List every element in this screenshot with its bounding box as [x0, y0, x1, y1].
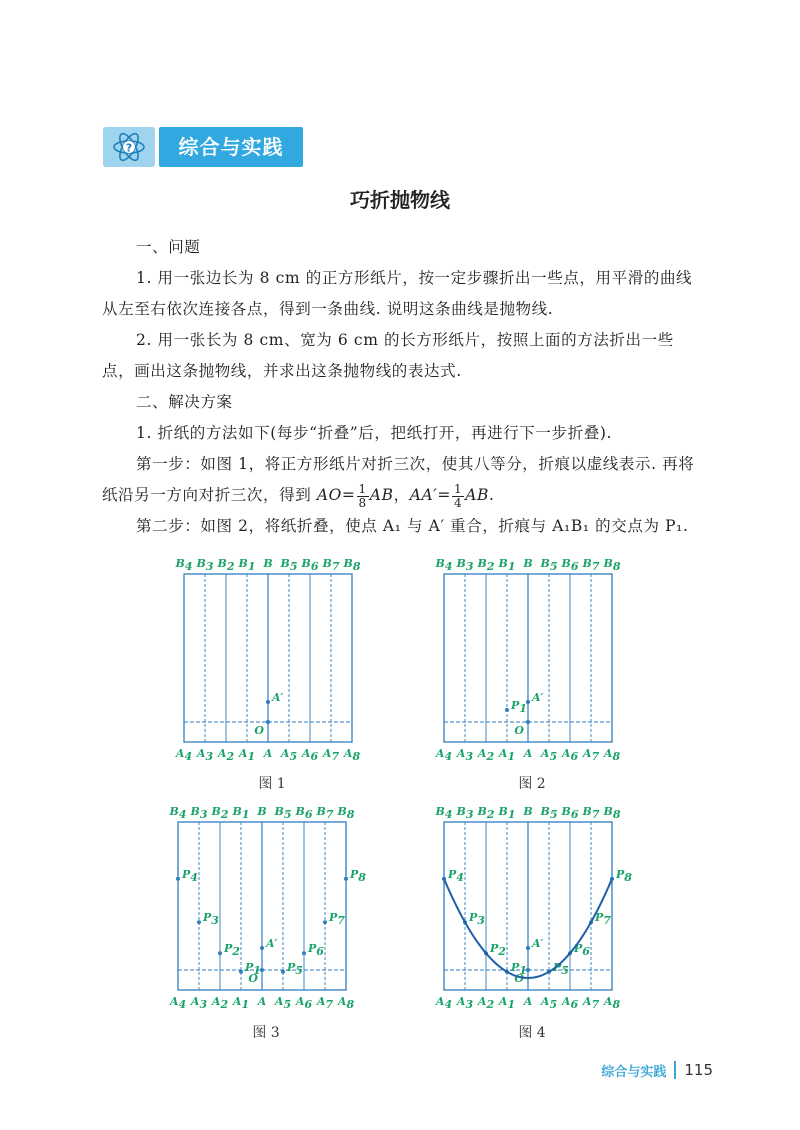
label-top-B6-sub: 6: [304, 808, 313, 821]
label-top-B7: B7: [322, 557, 340, 573]
label-top-B7-sub: 7: [331, 560, 340, 573]
point-p1: [239, 970, 243, 974]
label-bottom-A1: A1: [498, 747, 516, 763]
label-top-B7: B7: [316, 805, 334, 821]
label-top-B1-sub: 1: [507, 560, 516, 573]
label-bottom-A7: A7: [582, 995, 600, 1011]
label-top-B3: B3: [456, 805, 474, 821]
label-p6-sub: 6: [316, 945, 324, 959]
section1-heading: 一、问题: [136, 238, 201, 256]
label-p7-sub: 7: [337, 914, 345, 928]
footer-section: 综合与实践: [601, 1064, 667, 1080]
label-p1: P1: [245, 960, 261, 977]
label-top-B: B: [263, 557, 273, 570]
label-top-B2: B2: [477, 557, 495, 573]
label-bottom-A2-sub: 2: [486, 998, 495, 1011]
label-o: O: [248, 972, 258, 985]
label-bottom-A1-sub: 1: [241, 998, 250, 1011]
label-bottom-A8-sub: 8: [346, 998, 355, 1011]
problem-1: 1. 用一张边长为 8 cm 的正方形纸片，按一定步骤折出一些点，用平滑的曲线从左至右依次连接各点，得到一条曲线. 说明这条曲线是抛物线.: [102, 269, 693, 318]
label-p7-sub: 7: [603, 914, 611, 928]
caption-fig-2: 图 2: [518, 776, 546, 792]
label-bottom-A6-sub: 6: [570, 750, 579, 763]
label-p6-sub: 6: [582, 945, 590, 959]
label-bottom-A8: A8: [603, 995, 621, 1011]
label-top-B1-sub: 1: [241, 808, 250, 821]
point-p2: [218, 951, 222, 955]
label-bottom-A2: A2: [217, 747, 235, 763]
label-o: O: [254, 724, 264, 737]
label-p2: P2: [490, 942, 506, 959]
label-bottom-A7: A7: [322, 747, 340, 763]
figure-3: [166, 800, 366, 1018]
label-top-B8: B8: [603, 557, 621, 573]
label-bottom-A1-sub: 1: [247, 750, 256, 763]
label-bottom-A1-sub: 1: [507, 750, 516, 763]
label-bottom-A3: A3: [196, 747, 214, 763]
step-2: 第二步：如图 2，将纸折叠，使点 A₁ 与 A′ 重合，折痕与 A₁B₁ 的交点为 P₁.: [136, 517, 689, 535]
label-bottom-A2: A2: [477, 747, 495, 763]
eq-ao: AO=: [316, 486, 356, 504]
label-o: O: [514, 972, 524, 985]
label-bottom-A8: A8: [343, 747, 361, 763]
label-top-B5-sub: 5: [549, 560, 558, 573]
label-p2-sub: 2: [498, 945, 506, 959]
label-a-prime: A′: [272, 691, 284, 704]
label-top-B4-sub: 4: [444, 808, 453, 821]
step-1: [102, 449, 702, 511]
label-bottom-A8-sub: 8: [612, 750, 621, 763]
label-p6: P6: [574, 942, 590, 959]
label-bottom-A3-sub: 3: [465, 750, 474, 763]
label-top-B3-sub: 3: [199, 808, 208, 821]
label-top-B1-sub: 1: [247, 560, 256, 573]
eq-ab-1: AB: [369, 486, 394, 504]
body-text: [102, 232, 702, 542]
label-p3-sub: 3: [477, 914, 485, 928]
label-bottom-A3: A3: [456, 995, 474, 1011]
figure-1: [172, 552, 372, 770]
label-bottom-A3-sub: 3: [199, 998, 208, 1011]
label-top-B1-sub: 1: [507, 808, 516, 821]
label-top-B7-sub: 7: [591, 560, 600, 573]
label-top-B3-sub: 3: [465, 560, 474, 573]
label-p1: P1: [511, 960, 527, 977]
label-bottom-A2: A2: [211, 995, 229, 1011]
label-bottom-A6-sub: 6: [304, 998, 313, 1011]
label-bottom-A5: A5: [540, 747, 558, 763]
label-bottom-A6: A6: [295, 995, 313, 1011]
point-a-prime: [266, 700, 270, 704]
label-top-B8: B8: [337, 805, 355, 821]
atom-question-icon: [103, 127, 155, 167]
label-top-B: B: [257, 805, 267, 818]
caption-fig-3: 图 3: [252, 1025, 280, 1041]
point-p8: [344, 877, 348, 881]
label-bottom-A3: A3: [456, 747, 474, 763]
label-bottom-A7-sub: 7: [591, 750, 600, 763]
label-top-B2-sub: 2: [220, 808, 229, 821]
label-p8: P8: [350, 867, 366, 884]
label-top-B2-sub: 2: [226, 560, 235, 573]
label-top-B6-sub: 6: [570, 808, 579, 821]
label-top-B: B: [523, 557, 533, 570]
label-bottom-A3-sub: 3: [465, 998, 474, 1011]
label-p5-sub: 5: [295, 963, 303, 977]
label-bottom-A6: A6: [561, 995, 579, 1011]
label-bottom-A5-sub: 5: [549, 998, 558, 1011]
label-bottom-A5-sub: 5: [289, 750, 298, 763]
page-number: 115: [684, 1061, 713, 1079]
eq-ab-2: AB: [465, 486, 490, 504]
point-p7: [323, 920, 327, 924]
point-a-prime: [526, 946, 530, 950]
label-bottom-A8-sub: 8: [352, 750, 361, 763]
label-p4-sub: 4: [456, 870, 464, 884]
label-p1-sub: 1: [519, 963, 527, 977]
point-p4: [176, 877, 180, 881]
label-top-B5: B5: [540, 557, 558, 573]
page-title: 巧折抛物线: [350, 188, 450, 212]
label-top-B2: B2: [211, 805, 229, 821]
label-top-B6: B6: [561, 805, 579, 821]
label-top-B3: B3: [456, 557, 474, 573]
label-top-B2: B2: [477, 805, 495, 821]
label-bottom-A3: A3: [190, 995, 208, 1011]
label-top-B1: B1: [238, 557, 256, 573]
label-top-B3: B3: [196, 557, 214, 573]
label-top-B8-sub: 8: [346, 808, 355, 821]
label-bottom-A2: A2: [477, 995, 495, 1011]
label-top-B5-sub: 5: [549, 808, 558, 821]
label-p3-sub: 3: [211, 914, 219, 928]
label-p6: P6: [308, 942, 324, 959]
label-bottom-A5: A5: [540, 995, 558, 1011]
section-banner: [103, 127, 303, 167]
label-top-B4: B4: [435, 557, 453, 573]
label-p4: P4: [448, 867, 464, 884]
label-top-B3-sub: 3: [465, 808, 474, 821]
label-bottom-A4-sub: 4: [184, 750, 193, 763]
label-bottom-A6: A6: [561, 747, 579, 763]
label-bottom-A4: A4: [169, 995, 187, 1011]
label-p5-sub: 5: [561, 963, 569, 977]
point-p3: [197, 920, 201, 924]
label-bottom-A6-sub: 6: [310, 750, 319, 763]
label-top-B5-sub: 5: [283, 808, 292, 821]
point-o: [266, 720, 270, 724]
figure-2: [432, 552, 632, 770]
label-p1: P1: [511, 699, 527, 715]
label-bottom-A7-sub: 7: [325, 998, 334, 1011]
label-p3: P3: [203, 911, 219, 928]
svg-text:?: ?: [125, 141, 133, 155]
label-top-B7: B7: [582, 557, 600, 573]
label-a-prime: A′: [532, 937, 544, 950]
label-top-B1: B1: [232, 805, 250, 821]
label-top-B6-sub: 6: [570, 560, 579, 573]
label-bottom-A1: A1: [238, 747, 256, 763]
label-top-B7: B7: [582, 805, 600, 821]
label-bottom-A2-sub: 2: [486, 750, 495, 763]
method-intro: 1. 折纸的方法如下(每步“折叠”后，把纸打开，再进行下一步折叠).: [136, 424, 612, 442]
label-top-B2: B2: [217, 557, 235, 573]
point-o: [526, 720, 530, 724]
eq-end: .: [489, 486, 495, 504]
fraction-one-eighth: [357, 483, 369, 510]
frac1-den: 8: [358, 495, 367, 510]
figure-4: [432, 800, 632, 1018]
caption-fig-4: 图 4: [518, 1025, 546, 1041]
point-p1: [505, 708, 509, 712]
label-bottom-A2-sub: 2: [220, 998, 229, 1011]
label-a-prime: A′: [532, 691, 544, 704]
eq-aa-prime: AA′=: [409, 486, 451, 504]
label-bottom-A4-sub: 4: [178, 998, 187, 1011]
label-bottom-A8: A8: [337, 995, 355, 1011]
label-bottom-A1-sub: 1: [507, 998, 516, 1011]
label-p8-sub: 8: [624, 870, 632, 884]
label-bottom-A1: A1: [232, 995, 250, 1011]
label-top-B2-sub: 2: [486, 560, 495, 573]
label-bottom-A4-sub: 4: [444, 998, 453, 1011]
label-p4-sub: 4: [190, 870, 198, 884]
problem-2: 2. 用一张长为 8 cm、宽为 6 cm 的长方形纸片，按照上面的方法折出一些点，画出这条抛物线，并求出这条抛物线的表达式.: [102, 331, 674, 380]
label-bottom-A6-sub: 6: [570, 998, 579, 1011]
label-o: O: [514, 724, 524, 737]
label-top-B4: B4: [435, 805, 453, 821]
label-p4: P4: [182, 867, 198, 884]
label-bottom-A4: A4: [175, 747, 193, 763]
frac2-num: 1: [453, 481, 463, 496]
step-1-text: 第一步：如图 1，将正方形纸片对折三次，使其八等分，折痕以虚线表示. 再将纸沿另一方向对折三次，得到: [102, 455, 695, 504]
label-bottom-A5: A5: [274, 995, 292, 1011]
label-top-B8-sub: 8: [612, 560, 621, 573]
page-footer: [601, 1058, 713, 1082]
label-bottom-A3-sub: 3: [205, 750, 214, 763]
label-bottom-A4: A4: [435, 747, 453, 763]
label-bottom-A: A: [523, 747, 533, 760]
label-p7: P7: [595, 911, 611, 928]
label-top-B6: B6: [301, 557, 319, 573]
label-bottom-A7: A7: [316, 995, 334, 1011]
label-top-B8: B8: [603, 805, 621, 821]
label-top-B: B: [523, 805, 533, 818]
label-top-B4-sub: 4: [444, 560, 453, 573]
label-p1-sub: 1: [519, 702, 527, 715]
point-a-prime: [260, 946, 264, 950]
label-top-B4-sub: 4: [178, 808, 187, 821]
label-p7: P7: [329, 911, 345, 928]
label-bottom-A7-sub: 7: [331, 750, 340, 763]
label-p5: P5: [553, 960, 569, 977]
label-top-B5-sub: 5: [289, 560, 298, 573]
label-p3: P3: [469, 911, 485, 928]
label-bottom-A7: A7: [582, 747, 600, 763]
label-top-B8: B8: [343, 557, 361, 573]
label-top-B6: B6: [561, 557, 579, 573]
label-bottom-A5-sub: 5: [549, 750, 558, 763]
fraction-one-quarter: [452, 483, 464, 510]
label-a-prime: A′: [266, 937, 278, 950]
point-p6: [302, 951, 306, 955]
eq-sep: ，: [393, 486, 410, 504]
label-top-B6-sub: 6: [310, 560, 319, 573]
label-p2: P2: [224, 942, 240, 959]
label-bottom-A8: A8: [603, 747, 621, 763]
point-p5: [281, 970, 285, 974]
frac2-den: 4: [453, 495, 463, 510]
label-bottom-A: A: [523, 995, 533, 1008]
label-bottom-A8-sub: 8: [612, 998, 621, 1011]
label-top-B3: B3: [190, 805, 208, 821]
caption-fig-1: 图 1: [258, 776, 286, 792]
label-bottom-A4-sub: 4: [444, 750, 453, 763]
label-p5: P5: [287, 960, 303, 977]
label-p8: P8: [616, 867, 632, 884]
label-top-B1: B1: [498, 805, 516, 821]
label-bottom-A5: A5: [280, 747, 298, 763]
label-top-B2-sub: 2: [486, 808, 495, 821]
label-top-B4: B4: [169, 805, 187, 821]
label-bottom-A7-sub: 7: [591, 998, 600, 1011]
label-top-B7-sub: 7: [325, 808, 334, 821]
label-top-B3-sub: 3: [205, 560, 214, 573]
label-bottom-A2-sub: 2: [226, 750, 235, 763]
label-p8-sub: 8: [358, 870, 366, 884]
label-top-B5: B5: [274, 805, 292, 821]
label-top-B4: B4: [175, 557, 193, 573]
label-top-B5: B5: [540, 805, 558, 821]
label-bottom-A: A: [263, 747, 273, 760]
label-bottom-A6: A6: [301, 747, 319, 763]
label-top-B1: B1: [498, 557, 516, 573]
label-top-B4-sub: 4: [184, 560, 193, 573]
label-top-B8-sub: 8: [352, 560, 361, 573]
section2-heading: 二、解决方案: [136, 393, 233, 411]
label-bottom-A5-sub: 5: [283, 998, 292, 1011]
label-top-B6: B6: [295, 805, 313, 821]
banner-title: 综合与实践: [159, 127, 303, 167]
label-top-B8-sub: 8: [612, 808, 621, 821]
label-bottom-A4: A4: [435, 995, 453, 1011]
label-top-B7-sub: 7: [591, 808, 600, 821]
label-bottom-A1: A1: [498, 995, 516, 1011]
label-bottom-A: A: [257, 995, 267, 1008]
frac1-num: 1: [358, 481, 367, 496]
label-p2-sub: 2: [232, 945, 240, 959]
label-p1-sub: 1: [253, 963, 261, 977]
label-top-B5: B5: [280, 557, 298, 573]
